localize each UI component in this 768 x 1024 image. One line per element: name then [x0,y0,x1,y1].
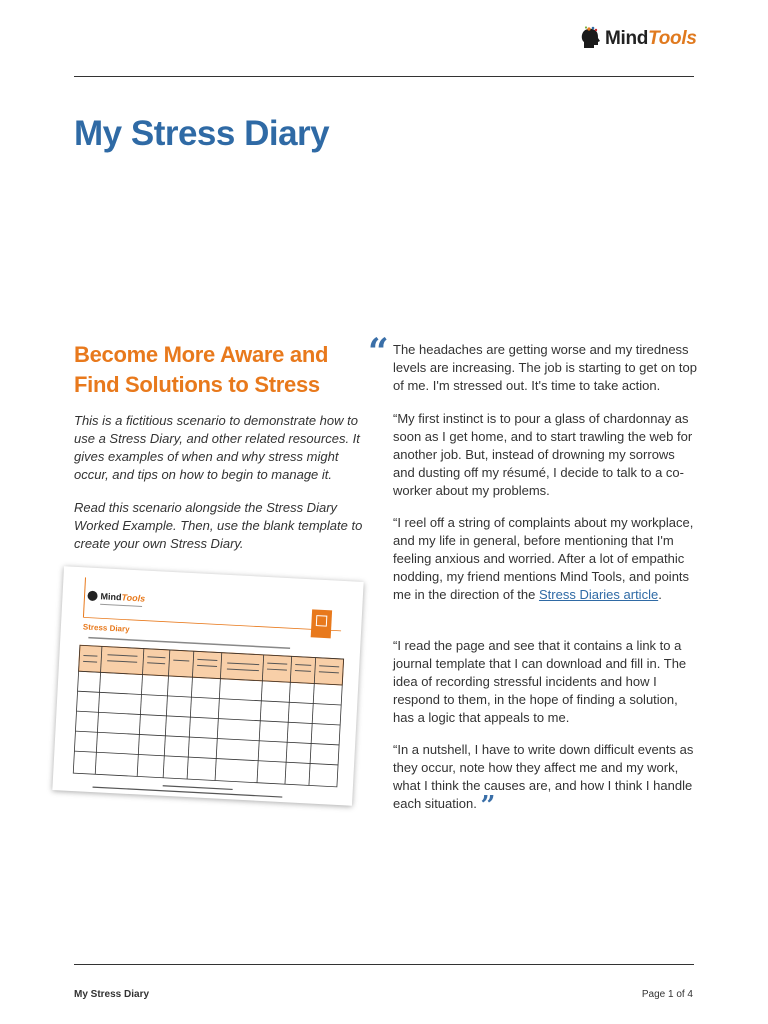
quote-paragraph-2: “My first instinct is to pour a glass of chardonnay as soon as I get home, and to start trawling the web for another job. But, instead of drowning my sorrows and dusting off my résumé, I decide to talk to a co-worker about my problems. [393,411,693,498]
quote-paragraph-3: “I reel off a string of complaints about my workplace, and my life in general, before mentioning that I'm feeling anxious and worried. After a lot of empathic nodding, my friend mentions Mind Tools, and points me in the direction of the Stress Diaries article. [393,515,694,602]
section-heading: Become More Aware and Find Solutions to Stress [74,342,329,397]
thumb-title: Stress Diary [82,622,130,634]
intro-paragraph-2: Read this scenario alongside the Stress Diary Worked Example. Then, use the blank template to create your own Stress Diary. [74,500,363,551]
quote-paragraph-5: “In a nutshell, I have to write down difficult events as they occur, note how they affect me and my work, what I think the causes are, and how I think I handle each situation. ” [393,742,694,821]
header-divider [74,76,694,77]
quote-paragraph-4: “I read the page and see that it contains a link to a journal template that I can download and fill in. The idea of recording stressful incidents and how I respond to them, in the hope of finding a solution, has a logic that appeals to me. [393,638,687,725]
open-quote-icon: “ [368,331,389,373]
thumb-logo: MindTools [100,591,146,604]
page-number: Page 1 of 4 [641,989,693,1000]
quote-paragraph-1: The headaches are getting worse and my tiredness levels are increasing. The job is starting to get on top of me. I'm stressed out. It's time to take action. [393,342,697,393]
mindtools-logo [580,26,697,52]
template-preview-image [52,566,363,805]
footer-title: My Stress Diary [74,989,150,1000]
intro-paragraph-1: This is a fictitious scenario to demonstrate how to use a Stress Diary, and other related resources. It gives examples of when and why stress might occur, and tips on how to begin to manage it. [74,413,360,482]
head-icon [580,26,602,52]
page-title: My Stress Diary [74,114,330,153]
stress-diaries-article-link[interactable]: Stress Diaries article [538,587,659,602]
logo-wordmark: MindTools [605,28,697,49]
footer-divider [74,964,694,965]
close-quote-icon: ” [480,791,496,821]
stress-diary-template-thumbnail [52,566,363,805]
